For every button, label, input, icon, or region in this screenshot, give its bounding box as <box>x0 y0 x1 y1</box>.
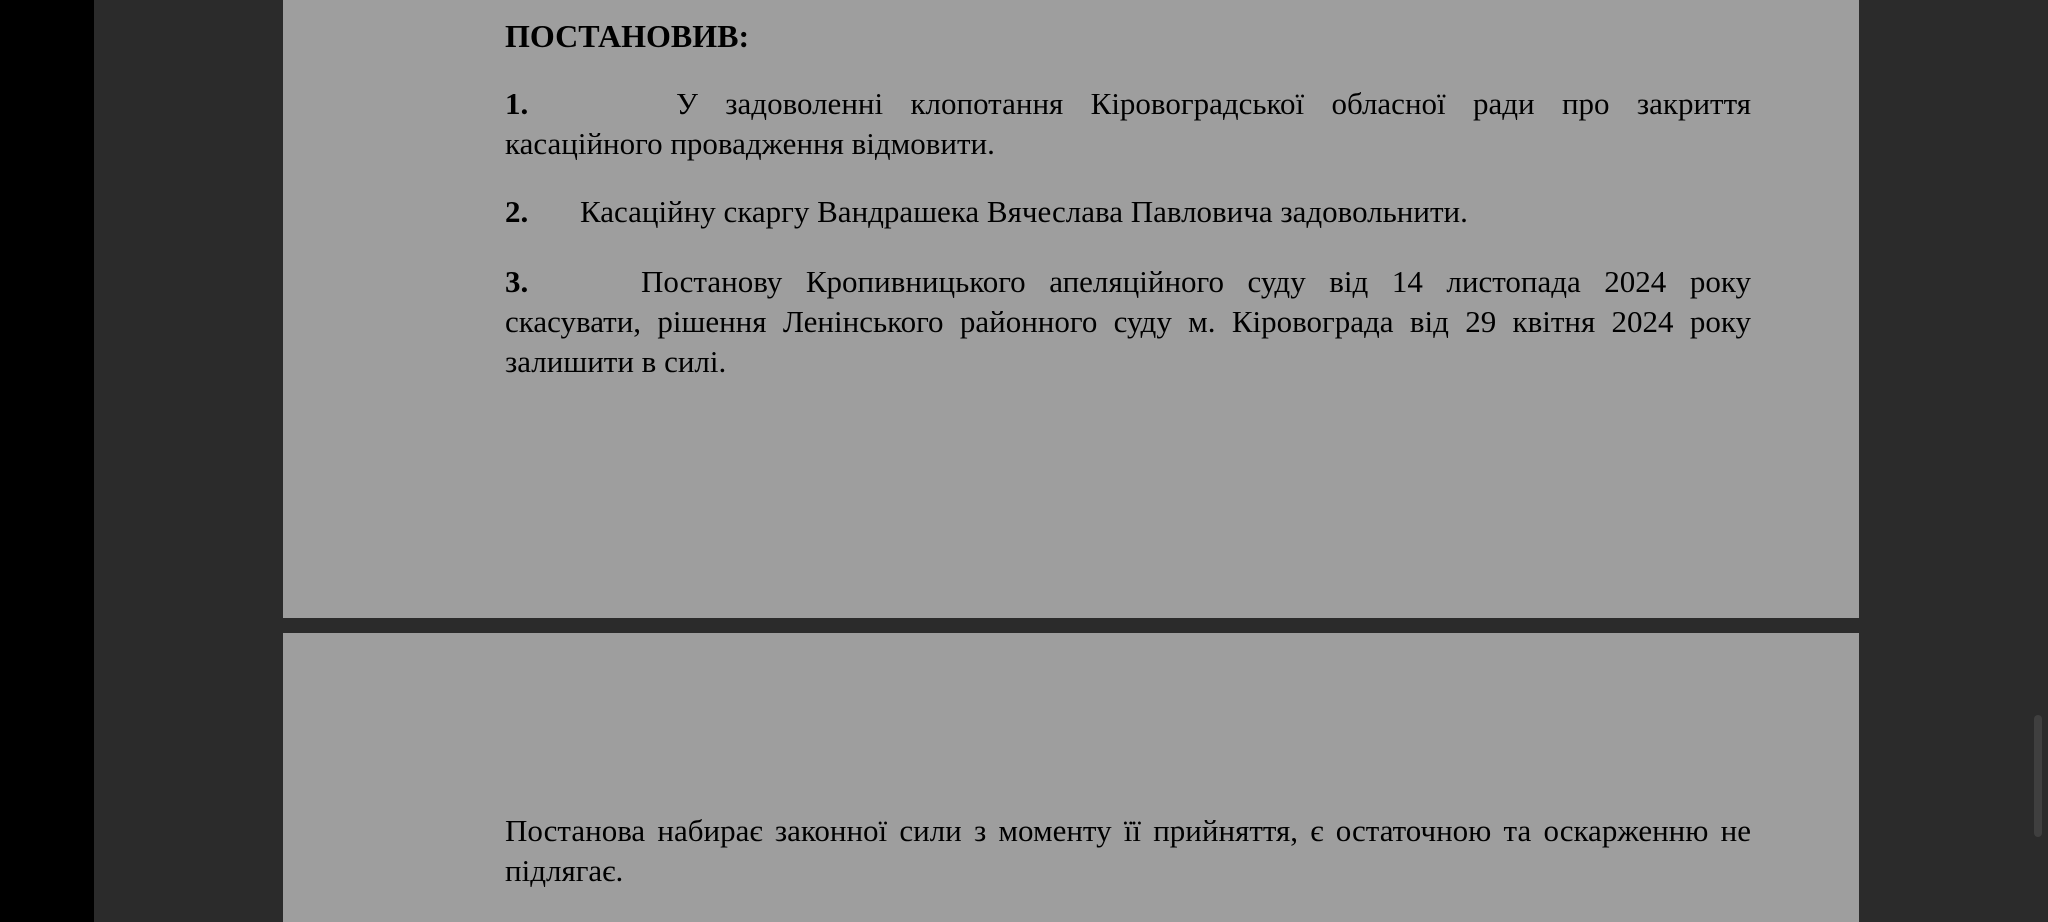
final-statement: Постанова набирає законної сили з моменту її прийняття, є остаточною та оскарженню не підлягає. <box>505 813 1751 888</box>
document-page-1 <box>283 0 1859 618</box>
ruling-item-number: 2. <box>505 194 529 229</box>
ruling-item-1 <box>505 84 1751 164</box>
ruling-item-number: 3. <box>505 264 529 299</box>
ruling-heading: ПОСТАНОВИВ: <box>505 18 750 54</box>
ruling-item-2 <box>505 192 1751 232</box>
ruling-item-text: У задоволенні клопотання Кіровоградської обласної ради про закриття касаційного провадження відмовити. <box>505 86 1751 161</box>
ruling-item-text: Постанову Кропивницького апеляційного суду від 14 листопада 2024 року скасувати, рішення Ленінського районного суду м. Кіровограда від 29 квітня 2024 року залишити в силі. <box>505 264 1751 379</box>
ruling-item-text: Касаційну скаргу Вандрашека Вячеслава Павловича задовольнити. <box>580 194 1468 229</box>
ruling-item-number: 1. <box>505 86 529 121</box>
document-page-2 <box>283 633 1859 922</box>
vertical-scrollbar-thumb[interactable] <box>2034 715 2042 837</box>
document-viewer[interactable] <box>94 0 2048 922</box>
ruling-item-3 <box>505 262 1751 382</box>
